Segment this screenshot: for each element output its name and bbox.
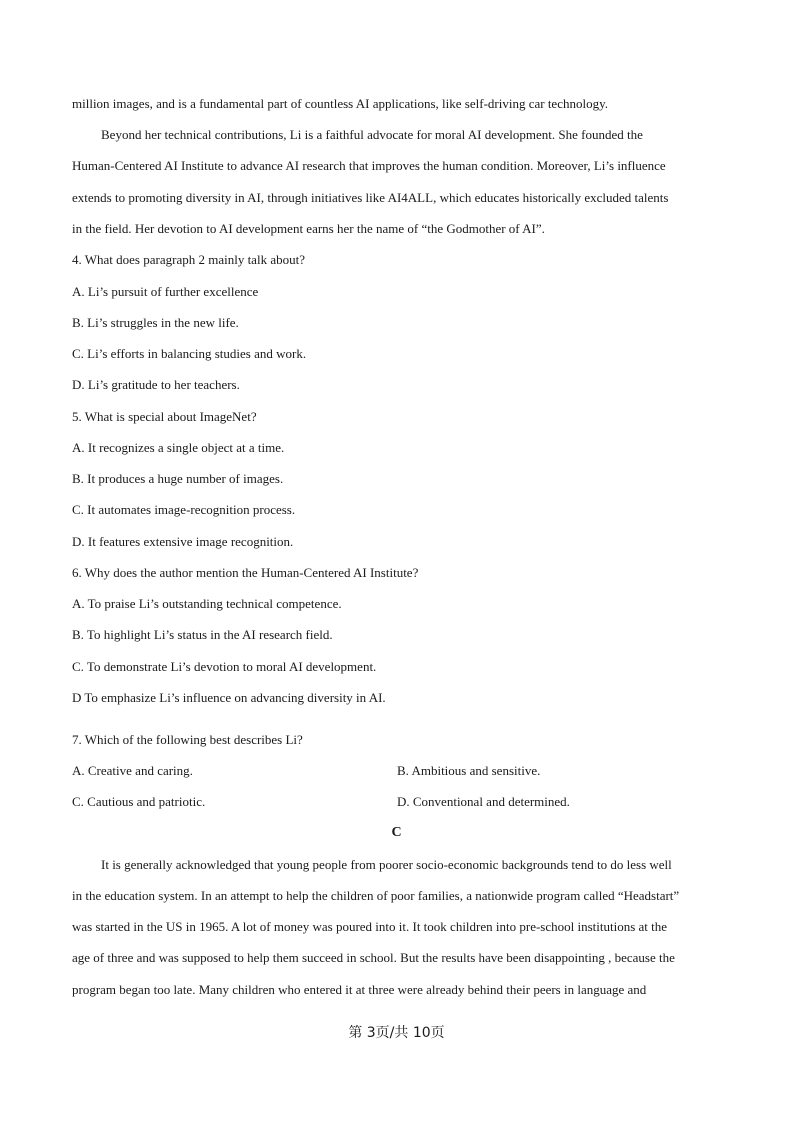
question-6-option-c: C. To demonstrate Li’s devotion to moral AI development. bbox=[72, 659, 377, 674]
passage-b-line-5: in the field. Her devotion to AI development earns her the name of “the Godmother of AI”. bbox=[72, 221, 545, 236]
question-6-option-a: A. To praise Li’s outstanding technical competence. bbox=[72, 596, 342, 611]
question-5-option-d: D. It features extensive image recognition. bbox=[72, 534, 294, 549]
question-6-option-b: B. To highlight Li’s status in the AI research field. bbox=[72, 627, 333, 642]
question-7-option-d: D. Conventional and determined. bbox=[397, 794, 570, 809]
page-number-footer: 第 3页/共 10页 bbox=[348, 1025, 445, 1041]
section-c-line-4: age of three and was supposed to help them succeed in school. But the results have been disappointing , because the bbox=[72, 950, 675, 965]
question-6-stem: 6. Why does the author mention the Human-Centered AI Institute? bbox=[72, 565, 419, 580]
passage-b-line-4: extends to promoting diversity in AI, through initiatives like AI4ALL, which educates historically excluded talents bbox=[72, 190, 669, 205]
question-6-option-d: D To emphasize Li’s influence on advancing diversity in AI. bbox=[72, 690, 386, 705]
question-4-stem: 4. What does paragraph 2 mainly talk about? bbox=[72, 252, 305, 267]
question-4-option-c: C. Li’s efforts in balancing studies and work. bbox=[72, 346, 307, 361]
question-7-stem: 7. Which of the following best describes Li? bbox=[72, 732, 303, 747]
section-c-line-1: It is generally acknowledged that young people from poorer socio-economic backgrounds tend to do less well bbox=[101, 857, 672, 872]
question-5-option-c: C. It automates image-recognition process. bbox=[72, 502, 296, 517]
question-5-option-a: A. It recognizes a single object at a time. bbox=[72, 440, 285, 455]
question-4-option-b: B. Li’s struggles in the new life. bbox=[72, 315, 239, 330]
question-7-option-b: B. Ambitious and sensitive. bbox=[397, 763, 541, 778]
question-7-option-c: C. Cautious and patriotic. bbox=[72, 794, 206, 809]
section-c-title: C bbox=[391, 825, 402, 840]
question-5-option-b: B. It produces a huge number of images. bbox=[72, 471, 284, 486]
section-c-line-3: was started in the US in 1965. A lot of money was poured into it. It took children into pre-school institutions at the bbox=[72, 919, 668, 934]
passage-b-line-3: Human-Centered AI Institute to advance AI research that improves the human condition. Moreover, Li’s influence bbox=[72, 158, 666, 173]
passage-b-line-1: million images, and is a fundamental part of countless AI applications, like self-driving car technology. bbox=[72, 96, 608, 111]
section-c-line-2: in the education system. In an attempt to help the children of poor families, a nationwide program called “Headstart” bbox=[72, 888, 680, 903]
passage-b-line-2: Beyond her technical contributions, Li is a faithful advocate for moral AI development. She founded the bbox=[101, 127, 643, 142]
question-4-option-d: D. Li’s gratitude to her teachers. bbox=[72, 377, 240, 392]
section-c-line-5: program began too late. Many children who entered it at three were already behind their peers in language and bbox=[72, 982, 647, 997]
question-7-option-a: A. Creative and caring. bbox=[72, 763, 193, 778]
question-5-stem: 5. What is special about ImageNet? bbox=[72, 409, 257, 424]
question-4-option-a: A. Li’s pursuit of further excellence bbox=[72, 284, 259, 299]
